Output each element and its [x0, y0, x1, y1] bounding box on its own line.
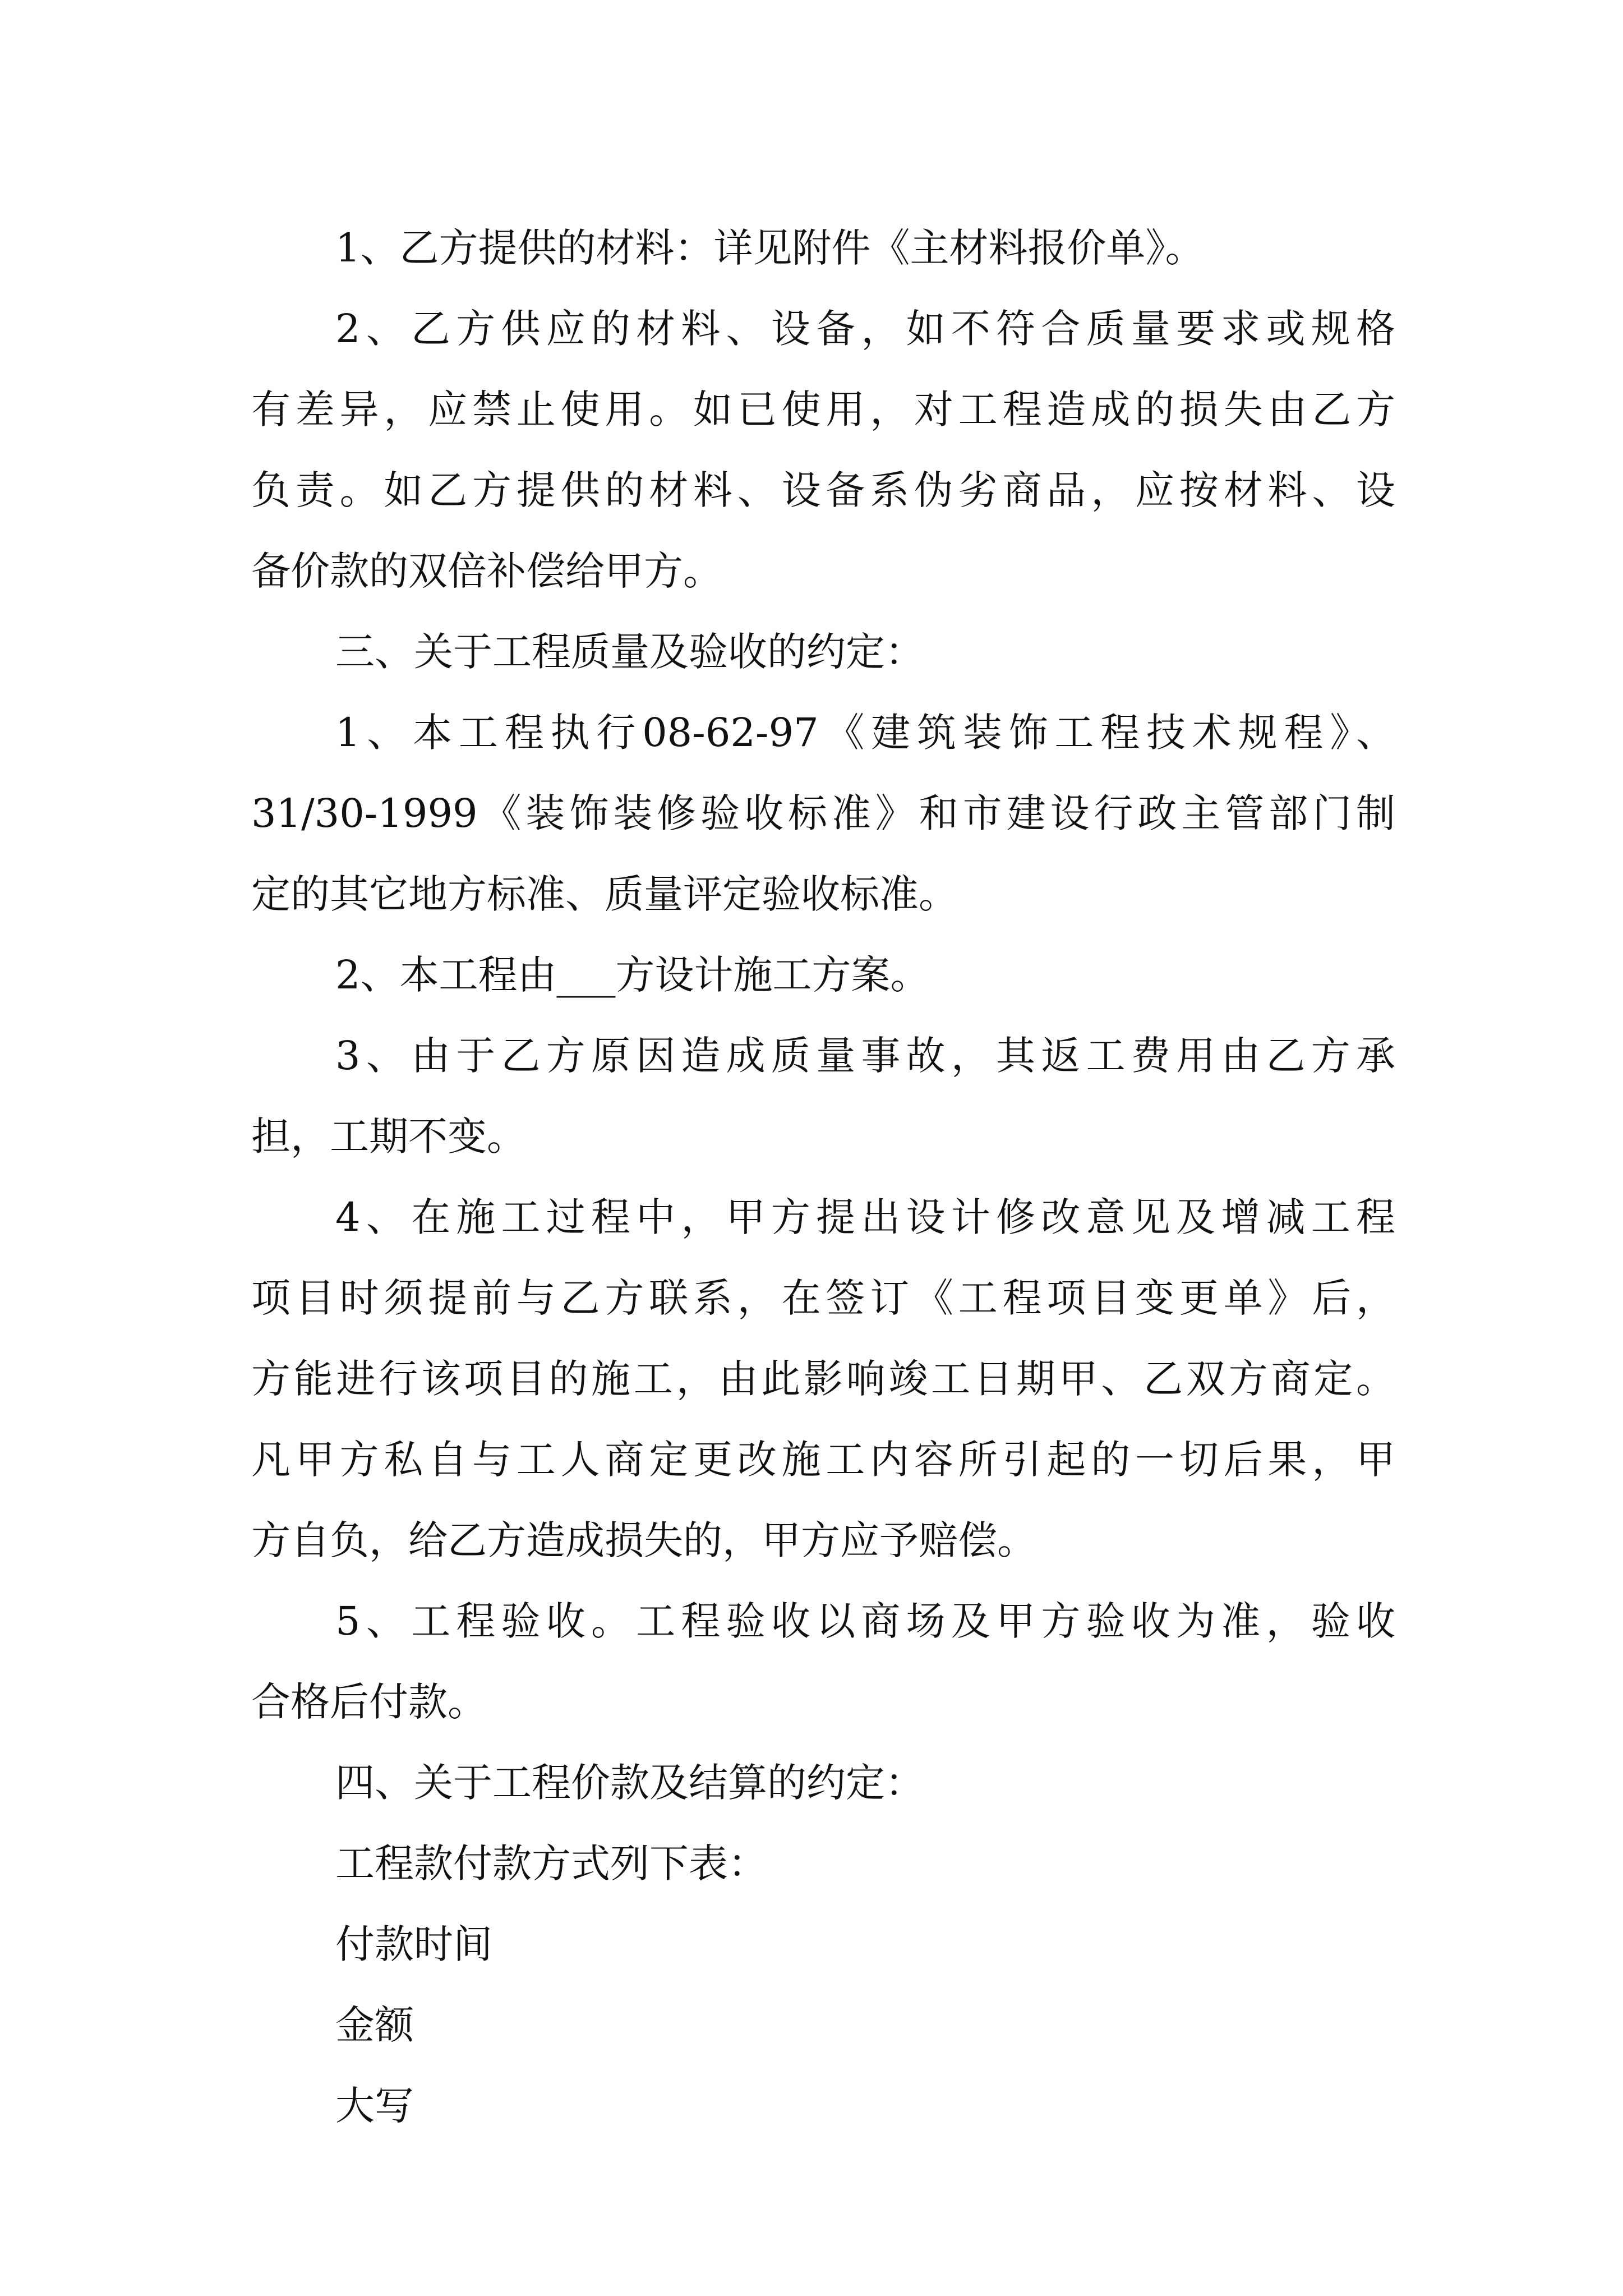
clause-2-supply-line-4: 备价款的双倍补偿给甲方。 — [251, 548, 722, 594]
document-body — [251, 208, 1395, 2146]
payment-table-label-amount: 金额 — [335, 2002, 414, 2048]
section-4-heading: 四、关于工程价款及结算的约定： — [335, 1760, 924, 1806]
section-3-clause-4-line-2: 项目时须提前与乙方联系，在签订《工程项目变更单》后， — [251, 1275, 1395, 1321]
payment-table-label-time: 付款时间 — [335, 1921, 492, 1967]
section-3-clause-5-line-2: 合格后付款。 — [251, 1679, 487, 1725]
section-3-clause-1-line-2: 31/30-1999《装饰装修验收标准》和市建设行政主管部门制 — [251, 790, 1395, 836]
section-3-clause-4-line-5: 方自负，给乙方造成损失的，甲方应予赔偿。 — [251, 1517, 1036, 1563]
section-3-clause-5-line-1: 5、工程验收。工程验收以商场及甲方验收为准，验收 — [335, 1598, 1395, 1644]
payment-method-intro: 工程款付款方式列下表： — [335, 1841, 767, 1887]
clause-2-supply-line-3: 负责。如乙方提供的材料、设备系伪劣商品，应按材料、设 — [251, 467, 1395, 513]
section-3-heading: 三、关于工程质量及验收的约定： — [335, 629, 924, 675]
section-3-clause-1-line-1: 1、本工程执行08-62-97《建筑装饰工程技术规程》、 — [335, 710, 1395, 756]
section-3-clause-3-line-2: 担，工期不变。 — [251, 1114, 526, 1159]
section-3-clause-3-line-1: 3、由于乙方原因造成质量事故，其返工费用由乙方承 — [335, 1033, 1395, 1079]
payment-table-label-uppercase: 大写 — [335, 2083, 414, 2129]
section-3-clause-4-line-3: 方能进行该项目的施工，由此影响竣工日期甲、乙双方商定。 — [251, 1356, 1395, 1402]
clause-2-supply-line-1: 2、乙方供应的材料、设备，如不符合质量要求或规格 — [335, 306, 1395, 352]
section-3-clause-1-line-3: 定的其它地方标准、质量评定验收标准。 — [251, 871, 958, 917]
section-3-clause-4-line-1: 4、在施工过程中，甲方提出设计修改意见及增减工程 — [335, 1194, 1395, 1240]
clause-2-supply-line-2: 有差异，应禁止使用。如已使用，对工程造成的损失由乙方 — [251, 386, 1395, 432]
clause-1-materials-line: 1、乙方提供的材料：详见附件《主材料报价单》。 — [335, 225, 1205, 271]
section-3-clause-4-line-4: 凡甲方私自与工人商定更改施工内容所引起的一切后果，甲 — [251, 1437, 1395, 1483]
section-3-clause-2: 2、本工程由___方设计施工方案。 — [335, 952, 930, 998]
